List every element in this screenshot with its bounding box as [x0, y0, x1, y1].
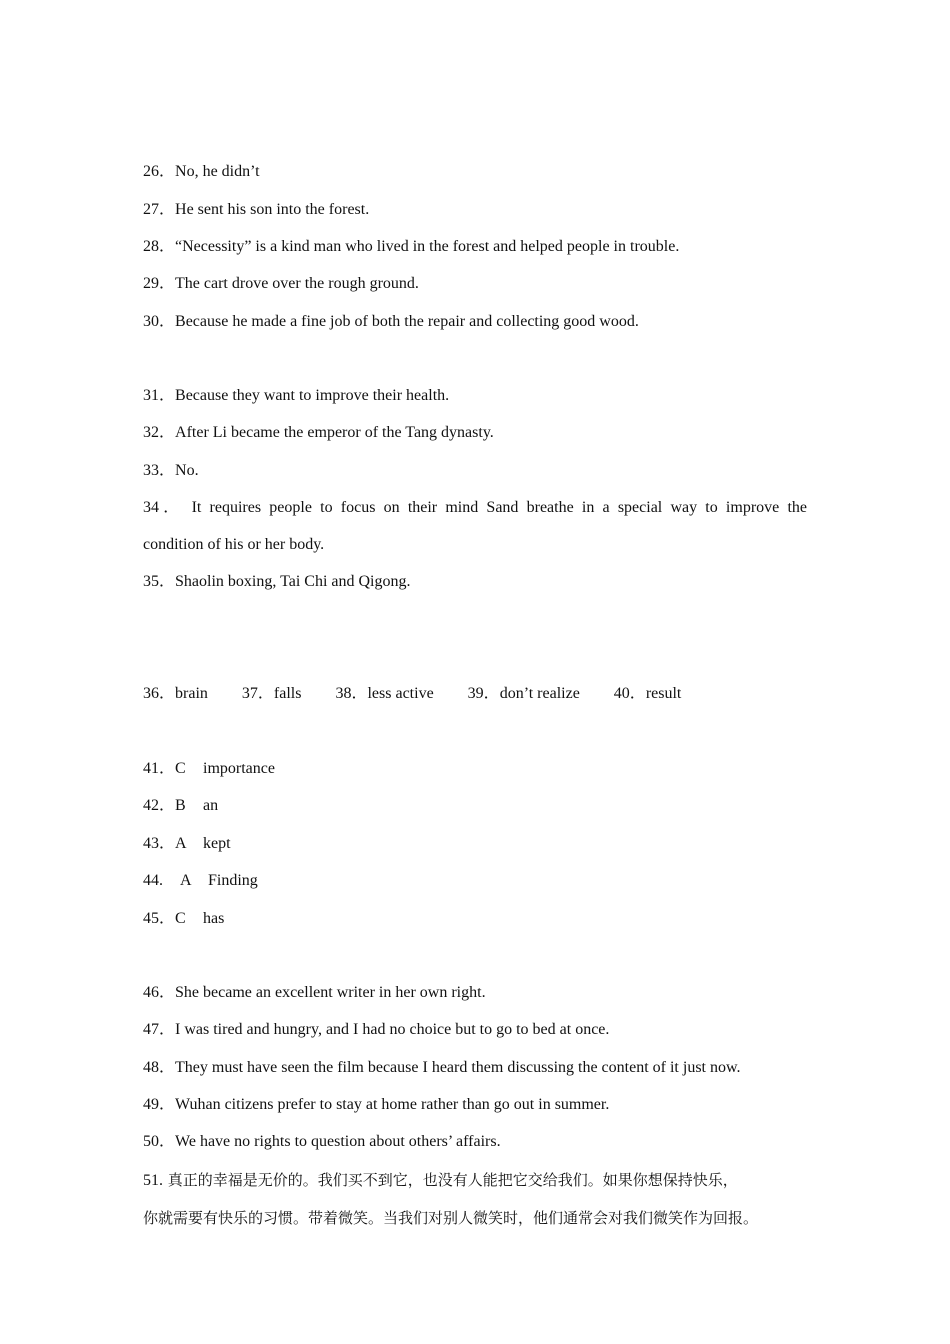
answer-31: 31．Because they want to improve their health. [143, 387, 450, 404]
answer-42: 42．B an [143, 797, 219, 814]
answer-36: 36．brain [143, 685, 208, 702]
answer-30: 30．Because he made a fine job of both the repair and collecting good wood. [143, 313, 639, 330]
answer-33: 33．No. [143, 462, 199, 479]
answer-35: 35．Shaolin boxing, Tai Chi and Qigong. [143, 573, 411, 590]
answer-28: 28．“Necessity” is a kind man who lived in the forest and helped people in trouble. [143, 238, 680, 255]
answer-34-continued: condition of his or her body. [143, 536, 325, 553]
answer-50: 50．We have no rights to question about others’ affairs. [143, 1133, 501, 1150]
answer-46: 46．She became an excellent writer in her own right. [143, 984, 486, 1001]
answer-32: 32．After Li became the emperor of the Tang dynasty. [143, 424, 494, 441]
answer-row-36-40 [143, 684, 807, 704]
answer-45: 45．C has [143, 910, 225, 927]
answer-51: 51. 真正的幸福是无价的。我们买不到它，也没有人能把它交给我们。如果你想保持快乐， [143, 1171, 738, 1189]
answer-39: 39．don’t realize [467, 685, 580, 702]
answer-48: 48．They must have seen the film because I heard them discussing the content of it just now. [143, 1059, 741, 1076]
answer-49: 49．Wuhan citizens prefer to stay at home rather than go out in summer. [143, 1096, 610, 1113]
answer-26: 26．No, he didn’t [143, 163, 260, 180]
answer-47: 47．I was tired and hungry, and I had no choice but to go to bed at once. [143, 1021, 610, 1038]
answer-34: 34． It requires people to focus on their mind Sand breathe in a special way to improve the [143, 499, 807, 516]
answer-41: 41．C importance [143, 760, 275, 777]
answer-29: 29．The cart drove over the rough ground. [143, 275, 419, 292]
answer-38: 38．less active [335, 685, 434, 702]
answer-44: 44. A Finding [143, 872, 258, 889]
answer-27: 27．He sent his son into the forest. [143, 201, 370, 218]
answer-51-continued: 你就需要有快乐的习惯。带着微笑。当我们对别人微笑时，他们通常会对我们微笑作为回报。 [143, 1209, 759, 1227]
answer-43: 43．A kept [143, 835, 231, 852]
answer-40: 40．result [613, 685, 682, 702]
answer-37: 37．falls [241, 685, 302, 702]
